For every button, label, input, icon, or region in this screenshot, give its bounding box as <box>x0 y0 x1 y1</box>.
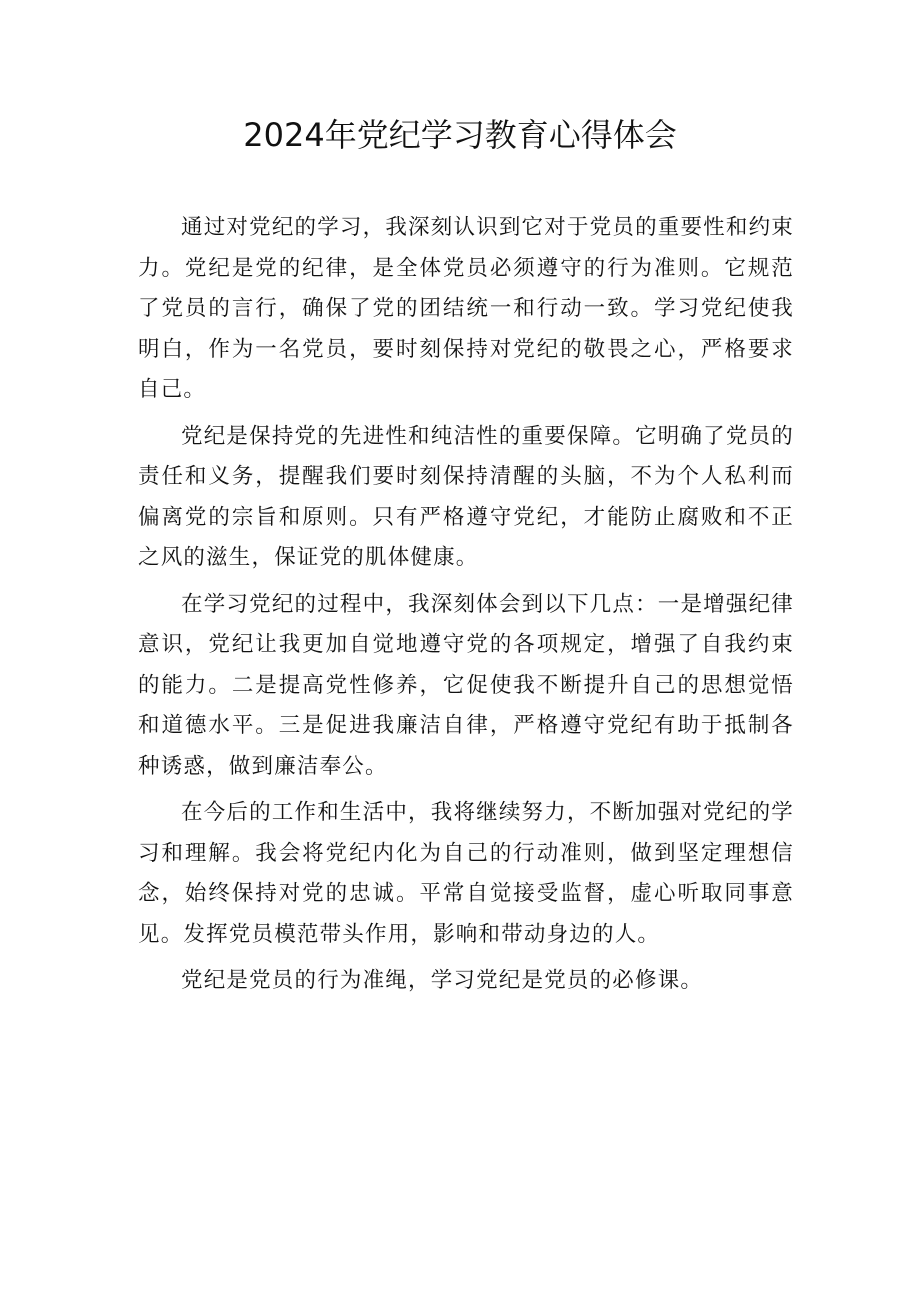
document-title: 2024年党纪学习教育心得体会 <box>243 116 677 154</box>
paragraph-5: 党纪是党员的行为准绳，学习党纪是党员的必修课。 <box>181 968 704 993</box>
paragraph-1: 通过对党纪的学习，我深刻认识到它对于党员的重要性和约束力。党纪是党的纪律，是全体党员必须遵守的行为准则。它规范了党员的言行，确保了党的团结统一和行动一致。学习党纪使我明白，作为一名党员，要时刻保持对党纪的敬畏之心，严格要求自己。 <box>138 215 794 402</box>
paragraph-3: 在学习党纪的过程中，我深刻体会到以下几点：一是增强纪律意识，党纪让我更加自觉地遵守党的各项规定，增强了自我约束的能力。二是提高党性修养，它促使我不断提升自己的思想觉悟和道德水平。三是促进我廉洁自律，严格遵守党纪有助于抵制各种诱惑，做到廉洁奉公。 <box>138 591 794 779</box>
document-body <box>138 208 794 1008</box>
paragraph-4: 在今后的工作和生活中，我将继续努力，不断加强对党纪的学习和理解。我会将党纪内化为自己的行动准则，做到坚定理想信念，始终保持对党的忠诚。平常自觉接受监督，虚心听取同事意见。发挥党员模范带头作用，影响和带动身边的人。 <box>138 800 794 947</box>
paragraph-2: 党纪是保持党的先进性和纯洁性的重要保障。它明确了党员的责任和义务，提醒我们要时刻保持清醒的头脑，不为个人私利而偏离党的宗旨和原则。只有严格遵守党纪，才能防止腐败和不正之风的滋生，保证党的肌体健康。 <box>138 423 794 570</box>
